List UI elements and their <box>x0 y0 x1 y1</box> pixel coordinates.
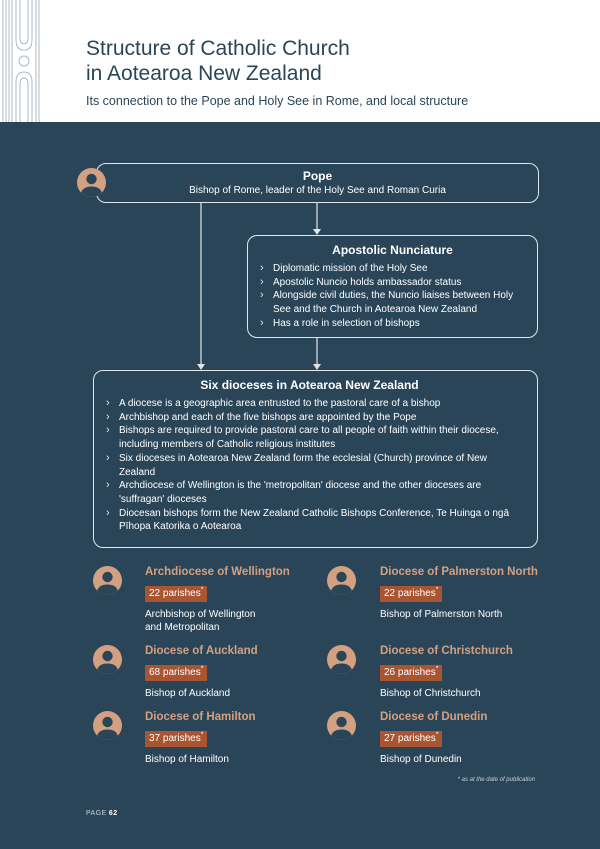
list-item: › Archdiocese of Wellington is the 'metropolitan' diocese and the other dioceses are 'suffragan' dioceses <box>104 479 515 506</box>
list-item: › Diocesan bishops form the New Zealand Catholic Bishops Conference, Te Huinga o ngā Pīhopa Katorika o Aotearoa <box>104 507 515 534</box>
person-avatar-icon <box>327 566 356 595</box>
title-line-2: in Aotearoa New Zealand <box>86 62 322 85</box>
parish-count-badge: 68 parishes* <box>145 665 207 681</box>
list-item: › Bishops are required to provide pastoral care to all people of faith within their diocese, including members of Catholic religious institutes <box>104 424 515 451</box>
diocese-bishop: Archbishop of Wellington and Metropolitan <box>145 609 256 633</box>
diocese-christchurch <box>380 644 590 701</box>
dioceses-list <box>104 397 515 534</box>
list-item: › Apostolic Nuncio holds ambassador status <box>258 276 527 290</box>
diocese-name: Diocese of Dunedin <box>380 711 488 723</box>
diocese-name: Diocese of Hamilton <box>145 711 256 723</box>
diocese-wellington <box>145 565 355 634</box>
parish-count-badge: 22 parishes* <box>380 586 442 602</box>
nunciature-title: Apostolic Nunciature <box>332 243 453 257</box>
person-avatar-icon <box>93 566 122 595</box>
diocese-dunedin <box>380 710 590 767</box>
parish-count-badge: 26 parishes* <box>380 665 442 681</box>
diocese-hamilton <box>145 710 355 767</box>
person-avatar-icon <box>93 711 122 740</box>
person-avatar-icon <box>327 645 356 674</box>
parish-count-badge: 27 parishes* <box>380 731 442 747</box>
footnote: * as at the date of publication <box>457 777 535 783</box>
pope-title: Pope <box>302 169 333 183</box>
person-avatar-icon <box>327 711 356 740</box>
diocese-bishop: Bishop of Christchurch <box>380 688 481 699</box>
page-number: PAGE 62 <box>86 810 118 817</box>
parish-count-badge: 22 parishes* <box>145 586 207 602</box>
diocese-name: Diocese of Palmerston North <box>380 566 538 578</box>
pope-avatar-icon <box>77 168 106 197</box>
diocese-bishop: Bishop of Hamilton <box>145 754 229 765</box>
pope-box <box>96 163 539 203</box>
person-avatar-icon <box>93 645 122 674</box>
list-item: › Diplomatic mission of the Holy See <box>258 262 527 276</box>
dioceses-box <box>93 370 538 548</box>
dioceses-box-title: Six dioceses in Aotearoa New Zealand <box>200 378 419 392</box>
nunciature-list <box>258 262 527 331</box>
page-subtitle: Its connection to the Pope and Holy See in Rome, and local structure <box>86 94 469 108</box>
diocese-bishop: Bishop of Palmerston North <box>380 609 503 620</box>
list-item: › Archbishop and each of the five bishops are appointed by the Pope <box>104 411 515 425</box>
parish-count-badge: 37 parishes* <box>145 731 207 747</box>
title-line-1: Structure of Catholic Church <box>86 37 350 60</box>
diocese-bishop: Bishop of Dunedin <box>380 754 462 765</box>
pope-description: Bishop of Rome, leader of the Holy See and Roman Curia <box>189 185 446 196</box>
list-item: › Six dioceses in Aotearoa New Zealand form the ecclesial (Church) province of New Zealand <box>104 452 515 479</box>
diocese-name: Diocese of Christchurch <box>380 645 513 657</box>
diocese-name: Diocese of Auckland <box>145 645 258 657</box>
diocese-name: Archdiocese of Wellington <box>145 566 290 578</box>
diocese-palmerston-north <box>380 565 590 622</box>
diocese-auckland <box>145 644 355 701</box>
diocese-bishop: Bishop of Auckland <box>145 688 231 699</box>
list-item: › A diocese is a geographic area entrusted to the pastoral care of a bishop <box>104 397 515 411</box>
nunciature-box <box>247 235 538 338</box>
list-item: › Alongside civil duties, the Nuncio liaises between Holy See and the Church in Aotearoa New Zealand <box>258 289 527 316</box>
list-item: › Has a role in selection of bishops <box>258 317 527 331</box>
